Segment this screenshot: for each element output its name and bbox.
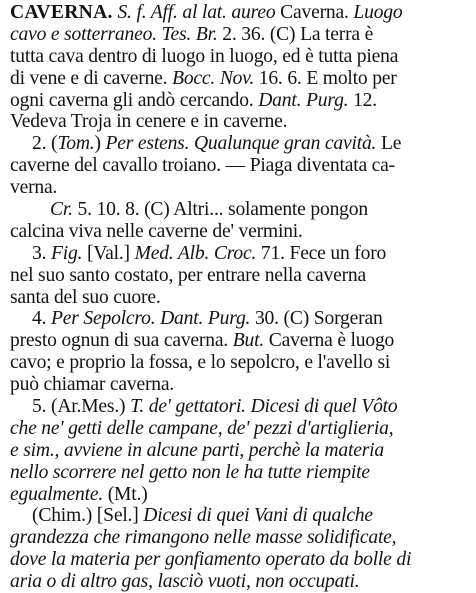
italic-segment: che ne' getti delle campane, de' pezzi d'artiglieria, bbox=[10, 417, 394, 439]
text-segment: 12. bbox=[348, 89, 377, 111]
text-line bbox=[10, 111, 470, 133]
text-segment: Caverna è luogo bbox=[264, 330, 395, 352]
italic-segment: But. bbox=[232, 330, 265, 352]
text-segment: tutta cava dentro di luogo in luogo, ed è tutta piena bbox=[10, 45, 399, 67]
italic-segment: grandezza che rimangono nelle masse solidificate, bbox=[10, 527, 397, 549]
italic-segment: Per estens. Qualunque gran cavità. bbox=[105, 133, 377, 155]
text-segment: ogni caverna gli andò cercando. bbox=[10, 89, 259, 111]
text-segment: ) bbox=[94, 133, 106, 155]
text-line bbox=[10, 484, 470, 506]
text-segment: (Chim.) [Sel.] bbox=[32, 505, 144, 527]
text-line bbox=[10, 155, 470, 177]
text-segment: cavo; e proprio la fossa, e lo sepolcro, e l'avello si bbox=[10, 352, 391, 374]
text-line bbox=[10, 571, 470, 593]
text-line bbox=[10, 352, 470, 374]
text-segment: 2. 36. (C) La terra è bbox=[217, 23, 374, 45]
text-segment: 71. Fece un foro bbox=[256, 242, 387, 264]
text-line bbox=[10, 330, 470, 352]
text-line bbox=[10, 265, 470, 287]
text-segment: [Val.] bbox=[82, 242, 135, 264]
text-line bbox=[10, 199, 470, 221]
text-segment: può chiamar caverna. bbox=[10, 374, 175, 396]
text-line bbox=[10, 462, 470, 484]
text-line bbox=[10, 440, 470, 462]
text-segment: Caverna. bbox=[275, 2, 354, 23]
text-line bbox=[10, 418, 470, 440]
italic-segment: S. f. Aff. bbox=[117, 2, 178, 23]
text-segment: 5. (Ar.Mes.) bbox=[32, 396, 131, 418]
text-line bbox=[10, 374, 470, 396]
text-segment: santa del suo cuore. bbox=[10, 286, 161, 308]
text-segment: Le bbox=[376, 133, 402, 155]
text-segment: 5. 10. 8. (C) Altri... solamente pongon bbox=[72, 199, 368, 221]
text-line bbox=[10, 221, 470, 243]
italic-segment: Dicesi di quei Vani di qualche bbox=[143, 505, 373, 527]
italic-segment: Per Sepolcro. Dant. Purg. bbox=[51, 308, 251, 330]
text-line bbox=[10, 90, 470, 112]
text-segment: nel suo santo costato, per entrare nella caverna bbox=[10, 264, 366, 286]
headword: CAVERNA. bbox=[10, 2, 113, 23]
italic-segment: Bocc. Nov. bbox=[172, 67, 255, 89]
text-line bbox=[10, 287, 470, 309]
text-segment: presto ognun di sua caverna. bbox=[10, 330, 233, 352]
italic-segment: Tes. Br. bbox=[161, 23, 218, 45]
italic-segment: dove la materia per gonfiamento operato da bolle di bbox=[10, 549, 412, 571]
italic-segment: cavo e sotterraneo. bbox=[10, 23, 157, 45]
text-segment: (Mt.) bbox=[103, 483, 148, 505]
text-line bbox=[10, 396, 470, 418]
text-line bbox=[10, 24, 470, 46]
text-segment: caverne del cavallo troiano. — Piaga diventata ca- bbox=[10, 155, 395, 177]
text-segment: 2. ( bbox=[32, 133, 58, 155]
text-line bbox=[10, 549, 470, 571]
text-segment: 30. (C) Sorgeran bbox=[250, 308, 383, 330]
text-segment: 4. bbox=[32, 308, 51, 330]
text-segment: calcina viva nelle caverne de' vermini. bbox=[10, 220, 303, 242]
text-line bbox=[10, 68, 470, 90]
italic-segment: Tom. bbox=[57, 133, 95, 155]
italic-segment: Med. Alb. Croc. bbox=[134, 242, 257, 264]
italic-segment: e sim., avviene in alcune parti, perchè la materia bbox=[10, 439, 384, 461]
italic-segment: aria o di altro gas, lasciò vuoti, non occupati. bbox=[10, 571, 360, 593]
text-segment: 16. 6. E molto per bbox=[254, 67, 397, 89]
italic-segment: Luogo bbox=[353, 2, 403, 23]
italic-segment: Cr. bbox=[50, 199, 73, 221]
text-line bbox=[10, 2, 470, 24]
text-segment: verna. bbox=[10, 177, 58, 199]
text-line bbox=[10, 243, 470, 265]
text-line bbox=[10, 527, 470, 549]
text-segment: 3. bbox=[32, 242, 51, 264]
text-line bbox=[10, 46, 470, 68]
text-line bbox=[10, 505, 470, 527]
italic-segment: al lat. aureo bbox=[182, 2, 276, 23]
italic-segment: Fig. bbox=[51, 242, 83, 264]
italic-segment: Dant. Purg. bbox=[258, 89, 349, 111]
text-segment: di vene e di caverne. bbox=[10, 67, 173, 89]
text-segment: Vedeva Troja in cenere e in caverne. bbox=[10, 111, 288, 133]
text-line bbox=[10, 308, 470, 330]
text-line bbox=[10, 133, 470, 155]
italic-segment: egualmente. bbox=[10, 483, 104, 505]
italic-segment: T. de' gettatori. Dicesi di quel Vôto bbox=[130, 396, 398, 418]
text-line bbox=[10, 177, 470, 199]
italic-segment: nello scorrere nel getto non le ha tutte riempite bbox=[10, 461, 370, 483]
